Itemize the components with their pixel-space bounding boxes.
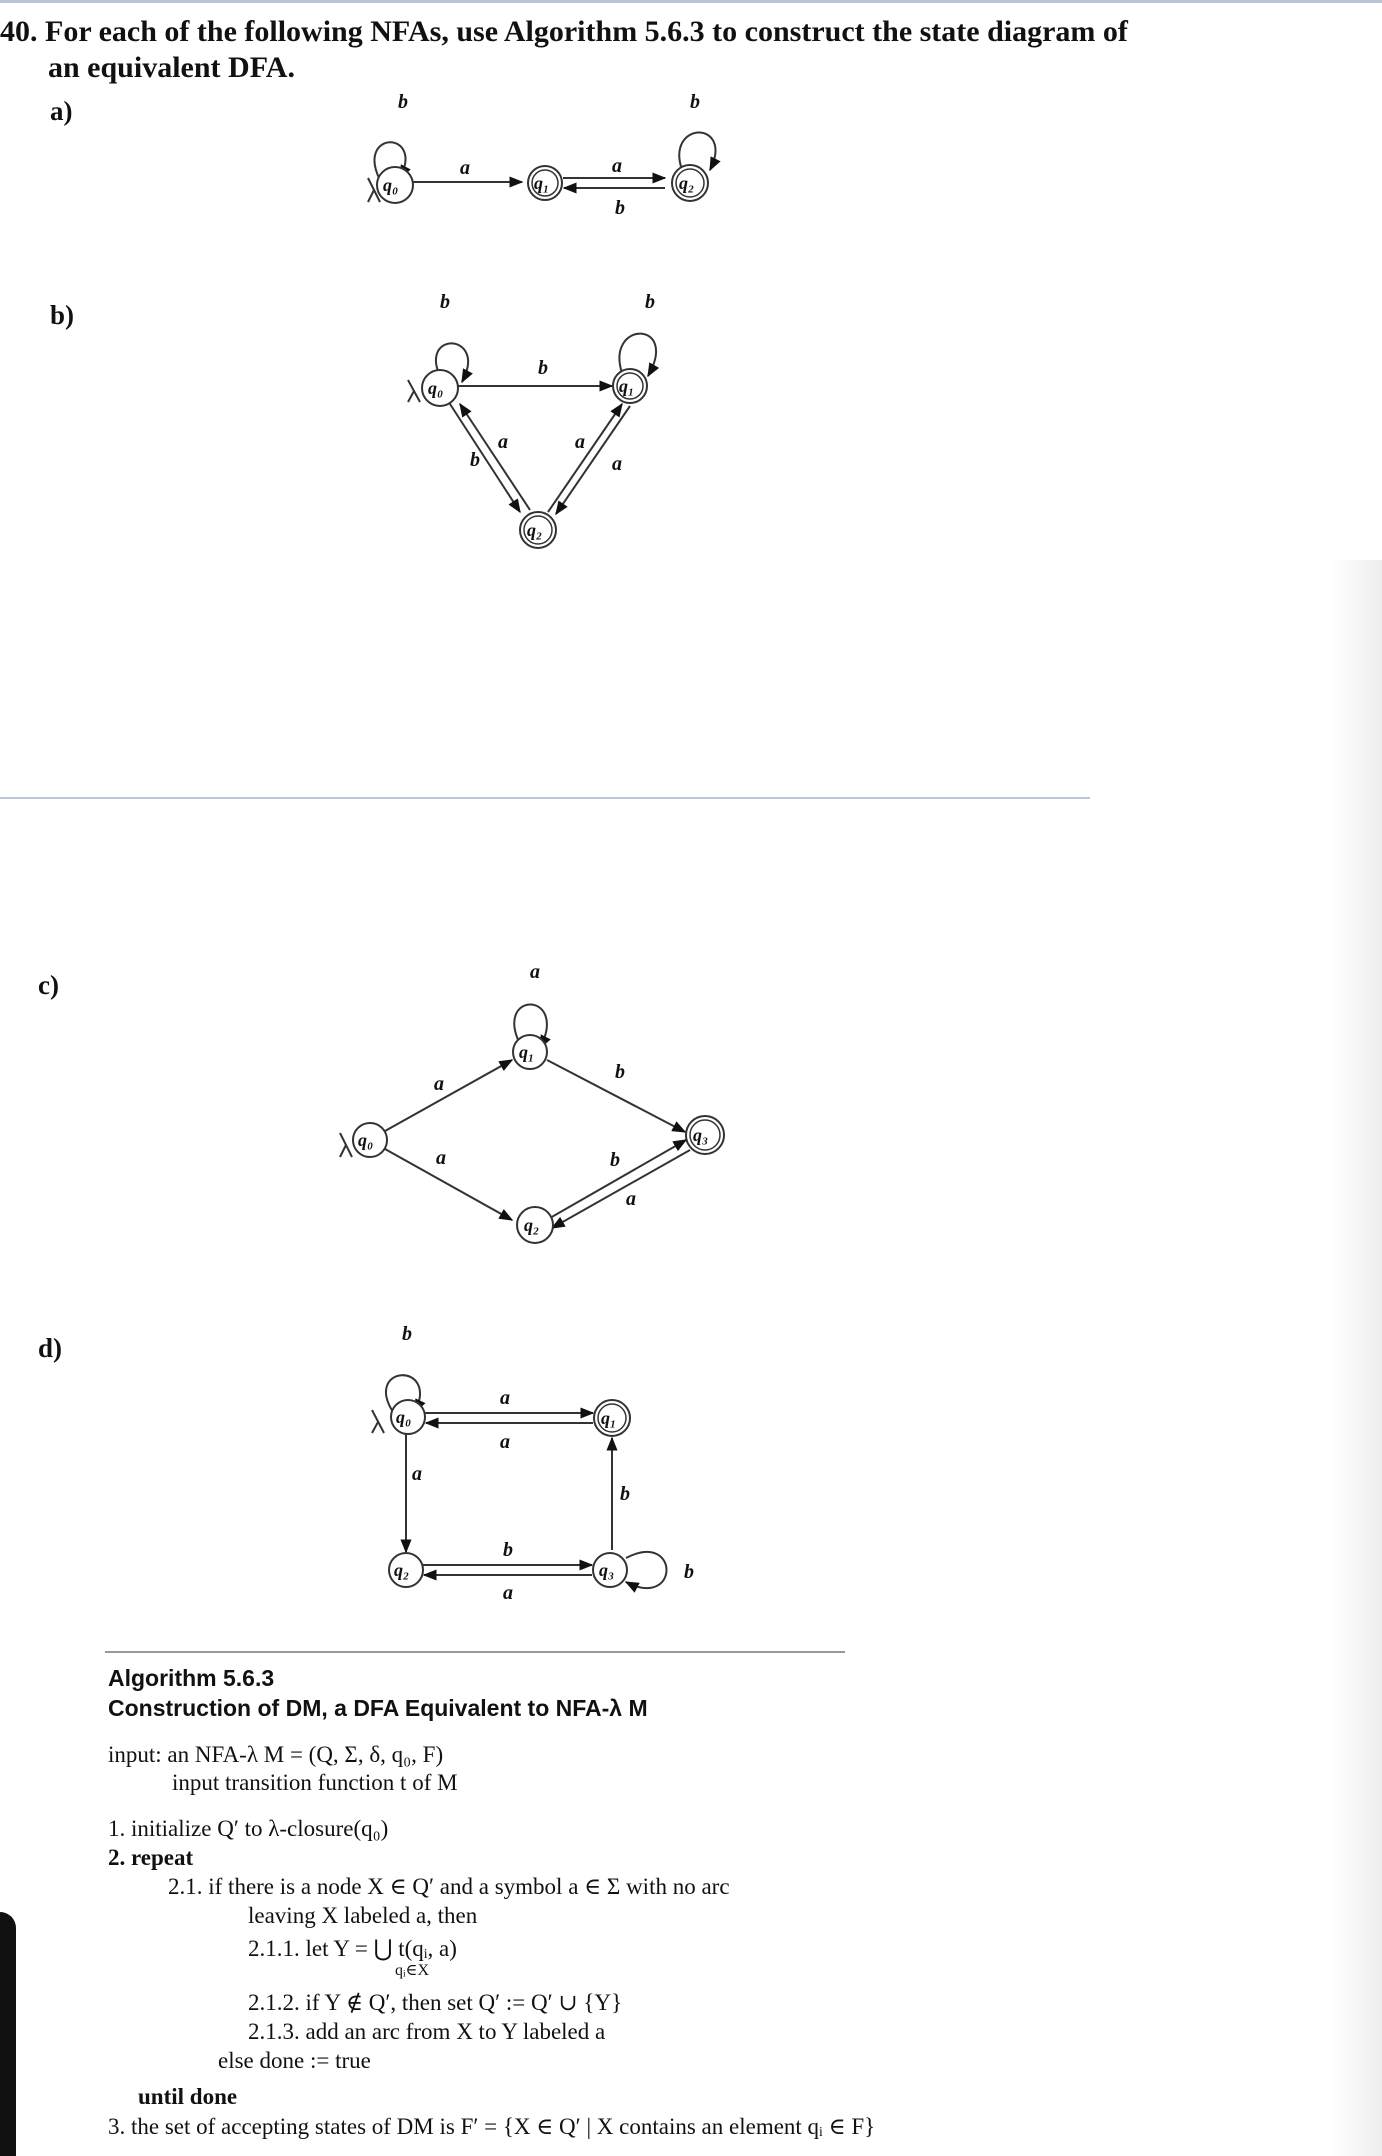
edge-label-b: b: [610, 1149, 620, 1171]
algorithm-step21a: 2.1. if there is a node X ∈ Q′ and a symbol a ∈ Σ with no arc: [168, 1874, 730, 1899]
section-divider: [0, 797, 1090, 799]
top-divider: [0, 0, 1382, 3]
edge-label-a: a: [460, 157, 470, 179]
state-q2: q₂: [679, 173, 695, 193]
algorithm-input2: input transition function t of M: [172, 1770, 458, 1795]
state-q0: q₀: [383, 175, 399, 195]
nfa-diagram-b: [390, 290, 710, 560]
loop-label-q0: b: [402, 1323, 412, 1345]
algorithm-else: else done := true: [218, 2048, 371, 2073]
state-q3: q₃: [599, 1560, 615, 1580]
edge-label-a: a: [498, 431, 508, 453]
state-q2: q₂: [527, 520, 543, 540]
algorithm-rule: [105, 1651, 845, 1653]
loop-label-q1: b: [645, 291, 655, 313]
edge-label-a: a: [612, 453, 622, 475]
algorithm-title: [108, 1663, 648, 1723]
exercise-text-line2: an equivalent DFA.: [48, 51, 295, 84]
loop-label-q1: a: [530, 961, 540, 983]
state-q3: q₃: [693, 1125, 709, 1145]
loop-label-q0: b: [440, 291, 450, 313]
algorithm-step212: 2.1.2. if Y ∉ Q′, then set Q′ := Q′ ∪ {Y}: [248, 1990, 623, 2015]
algorithm-number: Algorithm 5.6.3: [108, 1665, 275, 1691]
nfa-diagram-c: [330, 960, 750, 1235]
side-tab: [0, 1912, 16, 2156]
algorithm-step3: 3. the set of accepting states of DM is F′ = {X ∈ Q′ | X contains an element qᵢ ∈ F}: [108, 2114, 876, 2139]
algorithm-step21b: leaving X labeled a, then: [248, 1903, 478, 1928]
state-q0: q₀: [428, 378, 444, 398]
state-q0: q₀: [396, 1407, 412, 1427]
edge-label-b: b: [470, 449, 480, 471]
part-d-label: d): [38, 1333, 63, 1363]
algorithm-name: Construction of DM, a DFA Equivalent to NFA-λ M: [108, 1695, 648, 1721]
algorithm-step211: 2.1.1. let Y = ⋃ t(qᵢ, a): [248, 1936, 457, 1961]
loop-label-q0: b: [398, 91, 408, 113]
edge-label-b: b: [620, 1483, 630, 1505]
edge-label-a: a: [612, 155, 622, 177]
state-q1: q₁: [601, 1408, 617, 1428]
edge-label-a: a: [503, 1582, 513, 1604]
nfa-diagram-a: [350, 90, 750, 240]
state-q2: q₂: [524, 1215, 540, 1235]
part-b-label: b): [50, 300, 75, 330]
edge-label-a: a: [500, 1387, 510, 1409]
exercise-text-line1: For each of the following NFAs, use Algorithm 5.6.3 to construct the state diagram of: [45, 15, 1128, 48]
edge-label-b: b: [503, 1539, 513, 1561]
edge-label-a: a: [434, 1073, 444, 1095]
loop-label-q3: b: [684, 1561, 694, 1583]
edge-label-a: a: [436, 1147, 446, 1169]
edge-label-a: a: [412, 1463, 422, 1485]
page-edge-shadow: [1330, 560, 1382, 2156]
edge-label-a: a: [575, 431, 585, 453]
part-a-label: a): [50, 96, 73, 126]
state-q0: q₀: [358, 1130, 374, 1150]
edge-label-b: b: [615, 197, 625, 219]
edge-label-b: b: [615, 1061, 625, 1083]
loop-label-q2: b: [690, 91, 700, 113]
exercise-header: [0, 14, 1128, 86]
algorithm-until: until done: [138, 2084, 238, 2109]
algorithm-step2: 2. repeat: [108, 1845, 194, 1870]
algorithm-step213: 2.1.3. add an arc from X to Y labeled a: [248, 2019, 606, 2044]
state-q1: q₁: [534, 173, 550, 193]
edge-label-a: a: [626, 1188, 636, 1210]
part-c-label: c): [38, 970, 59, 1000]
edge-label-a: a: [500, 1431, 510, 1453]
state-q1: q₁: [519, 1042, 535, 1062]
algorithm-input1: input: an NFA-λ M = (Q, Σ, δ, q₀, F): [108, 1742, 444, 1767]
state-q1: q₁: [619, 376, 635, 396]
nfa-diagram-d: [360, 1320, 740, 1604]
edge-label-b: b: [538, 357, 548, 379]
exercise-number: 40.: [0, 15, 38, 48]
state-q2: q₂: [394, 1560, 410, 1580]
algorithm-step1: 1. initialize Q′ to λ-closure(q₀): [108, 1816, 389, 1841]
algorithm-step211-subscript: qᵢ∈X: [395, 1962, 430, 1979]
